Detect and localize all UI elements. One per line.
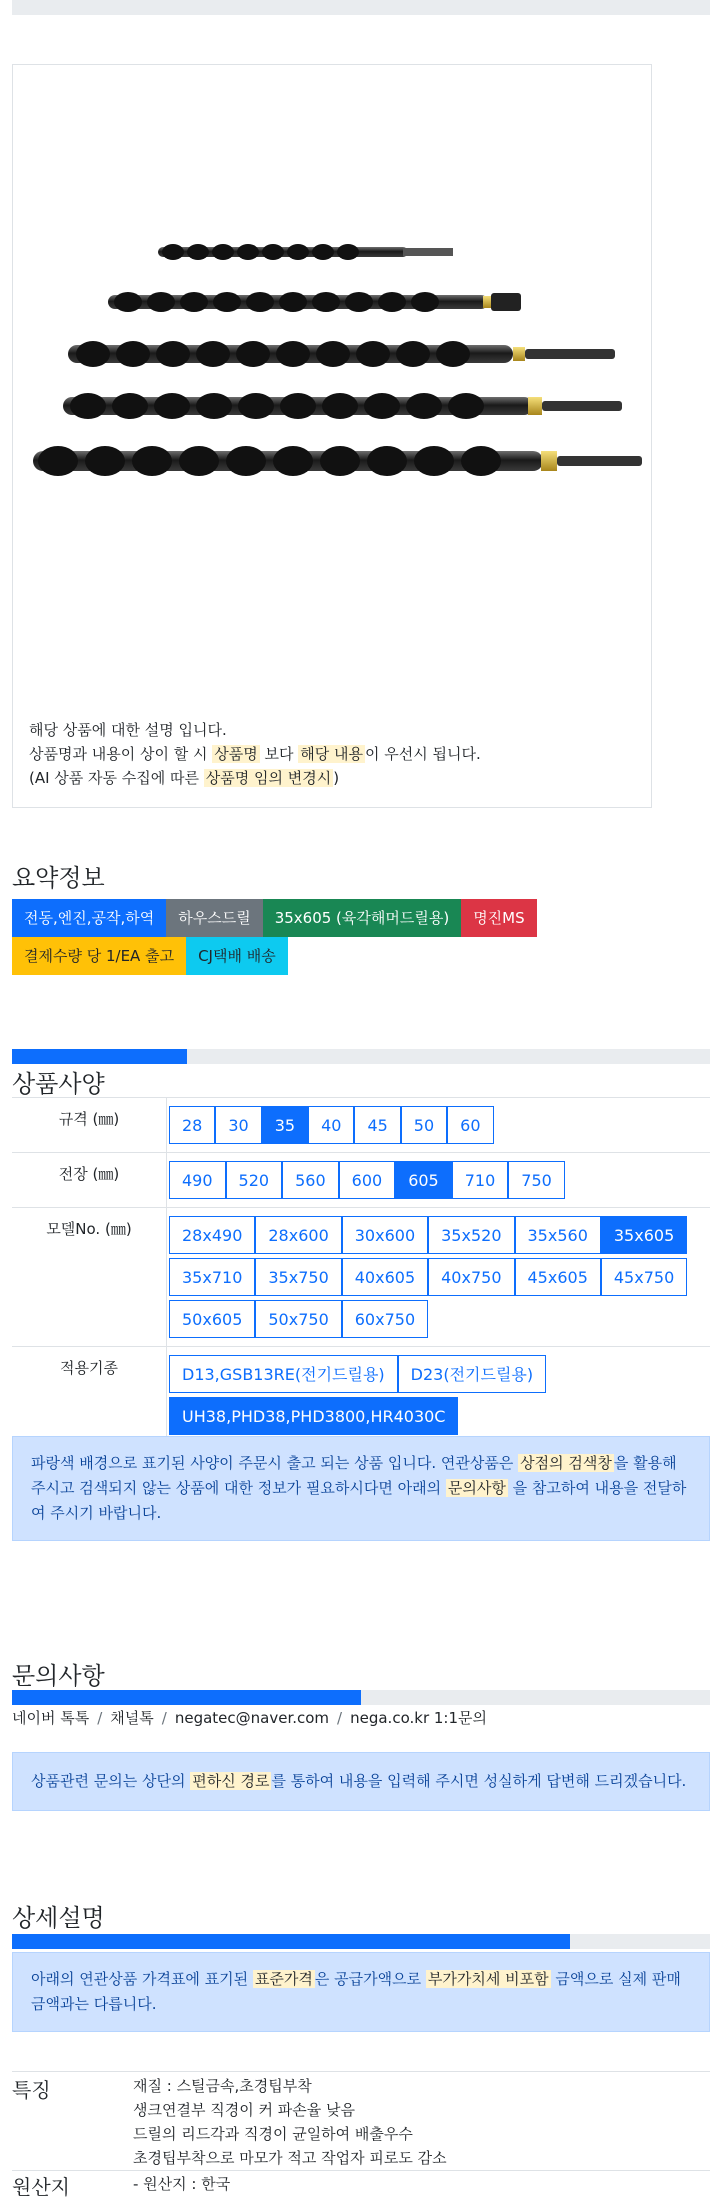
product-image-panel bbox=[12, 64, 652, 808]
highlight-standard-price: 표준가격 bbox=[254, 1970, 313, 1988]
features-list bbox=[133, 2074, 447, 2170]
inquiry-notice-text: 상품관련 문의는 상단의 bbox=[31, 1772, 191, 1790]
option-button[interactable]: 30x600 bbox=[342, 1216, 428, 1254]
contact-email[interactable]: negatec@naver.com bbox=[174, 1709, 330, 1727]
origin-label: 원산지 bbox=[12, 2175, 70, 2199]
option-button[interactable]: 45x605 bbox=[515, 1258, 601, 1296]
specs-table bbox=[12, 1097, 710, 1444]
spec-row-options bbox=[167, 1153, 711, 1208]
specs-progress-bar bbox=[12, 1049, 710, 1064]
option-button[interactable]: 750 bbox=[508, 1161, 565, 1199]
option-button[interactable]: 35x520 bbox=[428, 1216, 514, 1254]
option-button[interactable]: D23(전기드릴용) bbox=[398, 1355, 546, 1393]
product-image bbox=[13, 235, 651, 755]
feature-item: 초경팁부착으로 마모가 적고 작업자 피로도 감소 bbox=[133, 2149, 447, 2167]
price-notice-text: 아래의 연관상품 가격표에 표기된 bbox=[31, 1970, 253, 1988]
highlight-product-name: 상품명 bbox=[214, 745, 258, 763]
specs-notice-text-3: 을 참고하여 내용을 전달하여 주시기 바랍니다. bbox=[31, 1479, 687, 1522]
origin-row bbox=[12, 2170, 710, 2199]
drill-bit-2 bbox=[108, 292, 521, 312]
summary-title: 요약정보 bbox=[12, 864, 105, 892]
option-button[interactable]: 28x600 bbox=[255, 1216, 341, 1254]
option-button[interactable]: 35x560 bbox=[515, 1216, 601, 1254]
option-button[interactable]: 600 bbox=[339, 1161, 396, 1199]
spec-row bbox=[12, 1153, 710, 1208]
spec-row-options bbox=[167, 1208, 711, 1347]
option-button[interactable]: 40x605 bbox=[342, 1258, 428, 1296]
drill-bit-5 bbox=[33, 446, 642, 476]
price-notice-text-3: 금액으로 실제 판매금액과는 다릅니다. bbox=[31, 1970, 681, 2013]
option-button[interactable]: 710 bbox=[452, 1161, 509, 1199]
feature-item: 생크연결부 직경이 커 파손율 낮음 bbox=[133, 2101, 355, 2119]
tag-spec[interactable]: 35x605 (육각해머드릴용) bbox=[263, 899, 462, 937]
option-button[interactable]: 28x490 bbox=[169, 1216, 255, 1254]
option-button[interactable]: 35x710 bbox=[169, 1258, 255, 1296]
specs-progress-fill bbox=[12, 1049, 187, 1064]
spec-row-label: 규격 (㎜) bbox=[12, 1098, 167, 1153]
summary-tags-row-2 bbox=[12, 937, 288, 975]
option-button[interactable]: 560 bbox=[282, 1161, 339, 1199]
option-button-selected[interactable]: UH38,PHD38,PHD3800,HR4030C bbox=[169, 1397, 458, 1435]
specs-notice bbox=[12, 1436, 710, 1541]
drill-bit-3 bbox=[68, 341, 615, 367]
contact-naver-talk[interactable]: 네이버 톡톡 bbox=[12, 1709, 90, 1727]
spec-row-label: 전장 (㎜) bbox=[12, 1153, 167, 1208]
features-row bbox=[12, 2071, 710, 2174]
contact-channel-talk[interactable]: 채널톡 bbox=[110, 1709, 154, 1727]
specs-title: 상품사양 bbox=[12, 1070, 105, 1098]
option-button[interactable]: 490 bbox=[169, 1161, 226, 1199]
highlight-content: 해당 내용 bbox=[300, 745, 363, 763]
tag-quantity: 결제수량 당 1/EA 출고 bbox=[12, 937, 186, 975]
option-button[interactable]: 60 bbox=[447, 1106, 493, 1144]
option-button[interactable]: 50 bbox=[401, 1106, 447, 1144]
contact-site-inquiry[interactable]: nega.co.kr 1:1문의 bbox=[350, 1709, 487, 1727]
option-group bbox=[169, 1159, 710, 1201]
highlight-vat-excluded: 부가가치세 비포함 bbox=[427, 1970, 549, 1988]
tag-product-type[interactable]: 하우스드릴 bbox=[166, 899, 262, 937]
option-button[interactable]: 45 bbox=[354, 1106, 400, 1144]
summary-tags-row-1 bbox=[12, 899, 537, 937]
option-button[interactable]: 50x750 bbox=[255, 1300, 341, 1338]
option-button[interactable]: 60x750 bbox=[342, 1300, 428, 1338]
highlight-inquiry: 문의사항 bbox=[447, 1479, 506, 1497]
contact-breadcrumb bbox=[12, 1707, 487, 1728]
separator: / bbox=[337, 1709, 343, 1727]
option-button[interactable]: D13,GSB13RE(전기드릴용) bbox=[169, 1355, 398, 1393]
highlight-search: 상점의 검색창 bbox=[520, 1454, 612, 1472]
top-bar bbox=[12, 0, 710, 15]
spec-row-options bbox=[167, 1098, 711, 1153]
option-button[interactable]: 40x750 bbox=[428, 1258, 514, 1296]
tag-shipping: CJ택배 배송 bbox=[186, 937, 288, 975]
option-button[interactable]: 520 bbox=[226, 1161, 283, 1199]
spec-row bbox=[12, 1208, 710, 1347]
desc-line-2-text: 상품명과 내용이 상이 할 시 bbox=[29, 745, 213, 763]
separator: / bbox=[161, 1709, 167, 1727]
desc-line-2-text-2: 보다 bbox=[259, 745, 299, 763]
option-group bbox=[169, 1104, 710, 1146]
inquiry-notice-text-2: 를 통하여 내용을 입력해 주시면 성실하게 답변해 드리겠습니다. bbox=[271, 1772, 687, 1790]
features-label: 특징 bbox=[12, 2078, 51, 2102]
drill-bit-4 bbox=[63, 393, 622, 419]
inquiry-notice bbox=[12, 1752, 710, 1811]
specs-notice-text: 파랑색 배경으로 표기된 사양이 주문시 출고 되는 상품 입니다. 연관상품은 bbox=[31, 1454, 519, 1472]
highlight-name-change: 상품명 임의 변경시 bbox=[205, 769, 332, 787]
price-notice bbox=[12, 1952, 710, 2032]
product-description bbox=[29, 718, 481, 790]
option-button[interactable]: 35x750 bbox=[255, 1258, 341, 1296]
desc-line-2-text-3: 이 우선시 됩니다. bbox=[364, 745, 481, 763]
spec-row-label: 적용기종 bbox=[12, 1347, 167, 1444]
spec-row-label: 모델No. (㎜) bbox=[12, 1208, 167, 1347]
spec-row-options bbox=[167, 1347, 711, 1444]
feature-item: 재질 : 스틸금속,초경팁부착 bbox=[133, 2077, 312, 2095]
tag-category[interactable]: 전동,엔진,공작,하역 bbox=[12, 899, 166, 937]
spec-row bbox=[12, 1347, 710, 1444]
details-progress-bar bbox=[12, 1934, 710, 1949]
price-notice-text-2: 은 공급가액으로 bbox=[314, 1970, 426, 1988]
inquiry-title: 문의사항 bbox=[12, 1662, 105, 1690]
tag-brand[interactable]: 명진MS bbox=[461, 899, 536, 937]
inquiry-progress-bar bbox=[12, 1690, 710, 1705]
option-button[interactable]: 45x750 bbox=[601, 1258, 687, 1296]
feature-item: 드릴의 리드각과 직경이 균일하여 배출우수 bbox=[133, 2125, 413, 2143]
specs-notice-text-2: 을 활용해 주시고 검색되지 않는 상품에 대한 정보가 필요하시다면 아래의 bbox=[31, 1454, 677, 1497]
separator: / bbox=[97, 1709, 103, 1727]
highlight-convenient-route: 편하신 경로 bbox=[192, 1772, 270, 1790]
option-button[interactable]: 40 bbox=[308, 1106, 354, 1144]
spec-row bbox=[12, 1098, 710, 1153]
desc-line-3-text: (AI 상품 자동 수집에 따른 bbox=[29, 769, 204, 787]
inquiry-progress-fill bbox=[12, 1690, 361, 1705]
origin-value: - 원산지 : 한국 bbox=[133, 2175, 231, 2193]
option-group bbox=[169, 1214, 710, 1340]
option-button[interactable]: 30 bbox=[215, 1106, 261, 1144]
option-button-selected[interactable]: 35 bbox=[262, 1106, 308, 1144]
details-title: 상세설명 bbox=[12, 1904, 105, 1932]
option-button-selected[interactable]: 605 bbox=[395, 1161, 452, 1199]
option-button[interactable]: 28 bbox=[169, 1106, 215, 1144]
drill-bit-1 bbox=[158, 244, 453, 260]
option-button[interactable]: 50x605 bbox=[169, 1300, 255, 1338]
desc-line-1: 해당 상품에 대한 설명 입니다. bbox=[29, 721, 227, 739]
details-progress-fill bbox=[12, 1934, 570, 1949]
desc-line-3-text-2: ) bbox=[333, 769, 340, 787]
option-group bbox=[169, 1353, 710, 1437]
option-button-selected[interactable]: 35x605 bbox=[601, 1216, 687, 1254]
